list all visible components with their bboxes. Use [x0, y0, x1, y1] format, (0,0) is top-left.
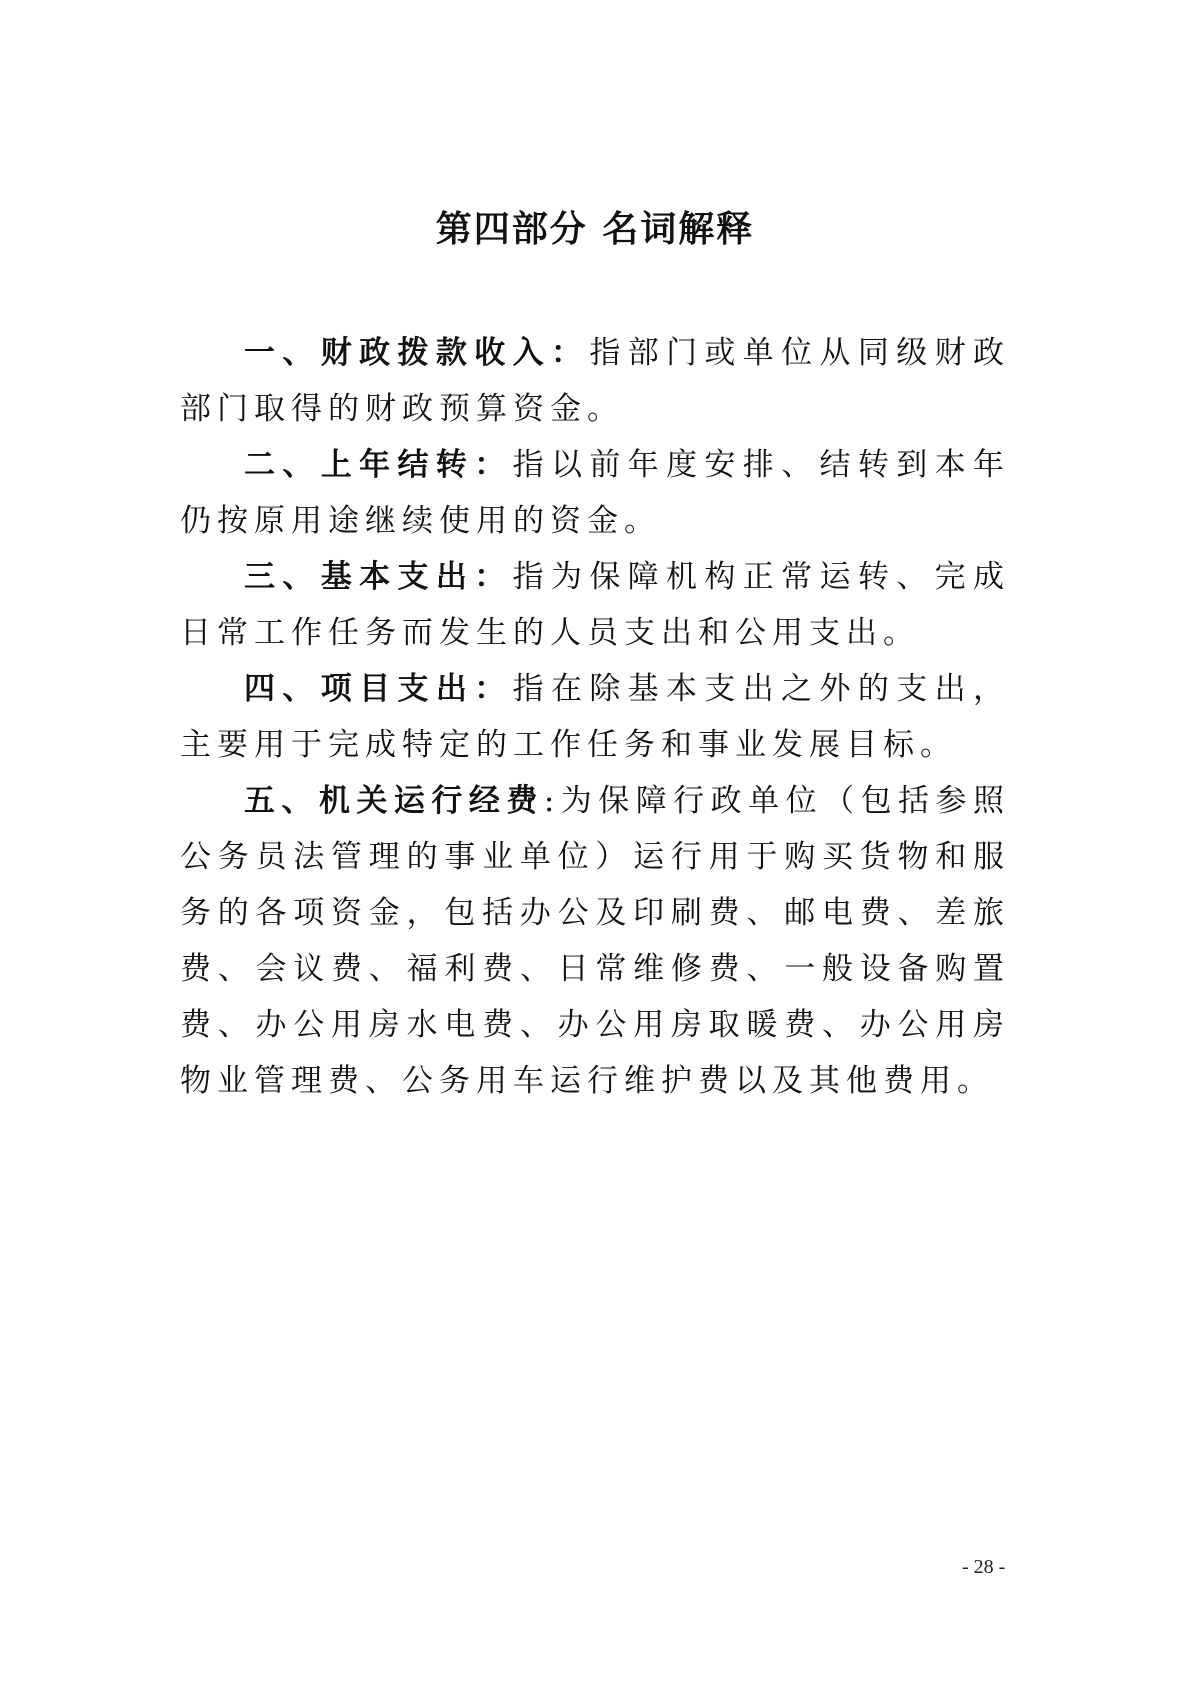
definition-term: 一、财政拨款收入：	[244, 335, 590, 371]
definition-text: 指部门或单位从同级财政部门取得的财政预算资金。	[180, 335, 1011, 427]
definition-paragraph-4	[180, 661, 1010, 773]
definition-text: 指为保障机构正常运转、完成日常工作任务而发生的人员支出和公用支出。	[180, 559, 1010, 651]
definition-text: 指以前年度安排、结转到本年仍按原用途继续使用的资金。	[180, 447, 1010, 539]
page-number: - 28 -	[962, 1556, 1006, 1578]
definition-term: 三、基本支出：	[244, 559, 513, 595]
definition-paragraph-2	[180, 437, 1010, 549]
document-body	[180, 325, 1010, 1109]
definition-paragraph-1	[180, 325, 1010, 437]
definition-text: 指在除基本支出之外的支出，主要用于完成特定的工作任务和事业发展目标。	[180, 671, 1010, 763]
page-title: 第四部分 名词解释	[435, 209, 755, 250]
definition-term: 四、项目支出：	[244, 671, 513, 707]
definition-paragraph-3	[180, 549, 1010, 661]
definition-term: 五、机关运行经费	[244, 783, 544, 819]
definition-text: :为保障行政单位（包括参照公务员法管理的事业单位）运行用于购买货物和服务的各项资金，包括办公及印刷费、邮电费、差旅费、会议费、福利费、日常维修费、一般设备购置费、办公用房水电费、办公用房取暖费、办公用房物业管理费、公务用车运行维护费以及其他费用。	[180, 783, 1010, 1099]
definition-term: 二、上年结转：	[244, 447, 513, 483]
definition-paragraph-5	[180, 773, 1010, 1109]
